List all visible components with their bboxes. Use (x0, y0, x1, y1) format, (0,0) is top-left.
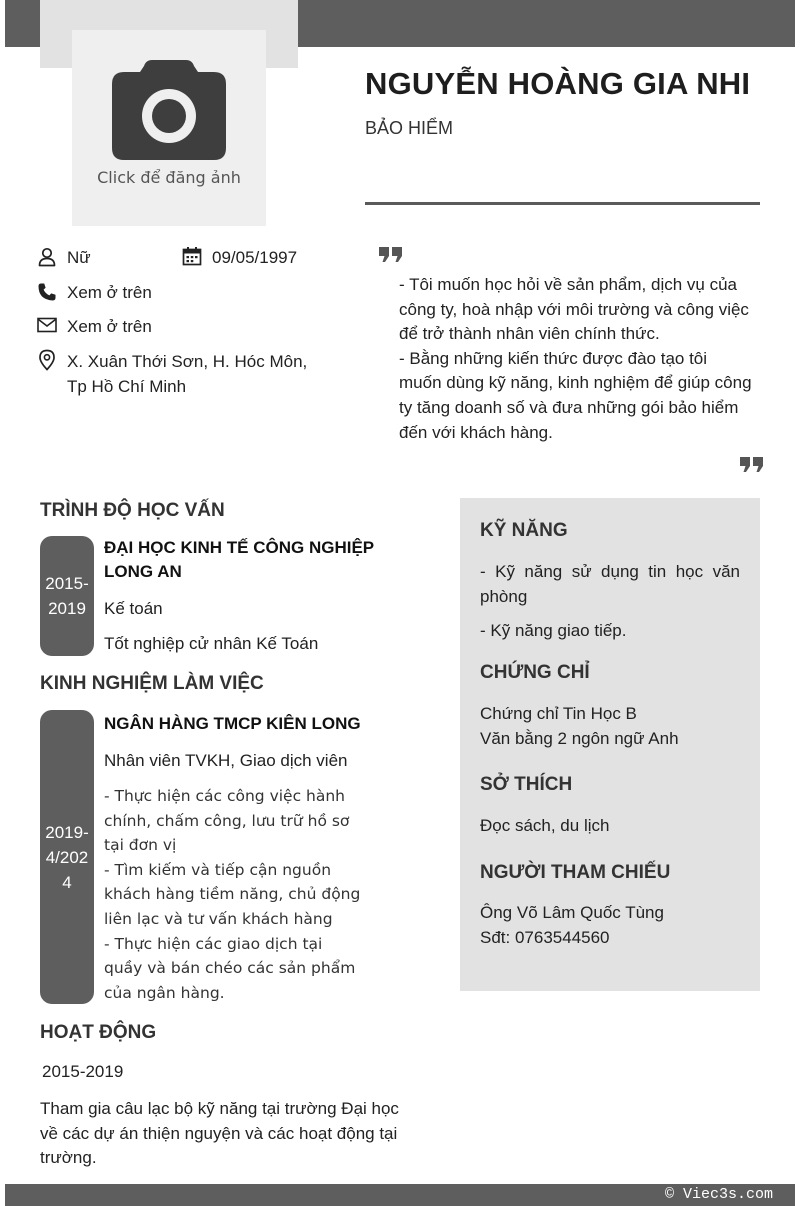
job-title: BẢO HIỂM (365, 118, 454, 138)
career-objective (399, 273, 754, 445)
education-period-text: 2015-2019 (45, 574, 89, 618)
user-icon (37, 247, 57, 267)
certificates-list (480, 702, 740, 751)
address-line-2: Tp Hồ Chí Minh (67, 377, 187, 396)
date-of-birth: 09/05/1997 (212, 248, 298, 267)
email-value: Xem ở trên (67, 317, 152, 336)
education-note: Tốt nghiệp cử nhân Kế Toán (104, 634, 319, 653)
certificates-title: CHỨNG CHỈ (480, 662, 590, 683)
address (67, 349, 307, 399)
education-period (40, 536, 94, 656)
activities-title: HOẠT ĐỘNG (40, 1022, 157, 1043)
reference-name: Ông Võ Lâm Quốc Tùng (480, 903, 664, 922)
objective-paragraph: - Bằng những kiến thức được đào tạo tôi muốn dùng kỹ năng, kinh nghiệm để giúp công ty tăng doanh số và đưa những gói bảo hiểm đến với khách hàng. (399, 348, 752, 442)
avatar-upload[interactable] (72, 30, 266, 226)
phone-value: Xem ở trên (67, 283, 152, 302)
education-major: Kế toán (104, 599, 163, 618)
experience-period-text: 2019-4/2024 (45, 822, 89, 892)
divider (365, 202, 760, 205)
duty-item: - Tìm kiếm và tiếp cận nguồn khách hàng tiềm năng, chủ động liên lạc và tư vấn khách hàng (104, 860, 361, 928)
camera-icon (110, 58, 228, 162)
gender: Nữ (67, 248, 91, 267)
full-name: NGUYỄN HOÀNG GIA NHI (365, 66, 751, 101)
mail-icon (37, 317, 57, 333)
reference-phone: Sđt: 0763544560 (480, 927, 610, 947)
activities-description: Tham gia câu lạc bộ kỹ năng tại trường Đại học về các dự án thiện nguyện và các hoạt động tại trường. (40, 1099, 399, 1168)
education-title: TRÌNH ĐỘ HỌC VẤN (40, 500, 225, 521)
duty-item: - Thực hiện các giao dịch tại quầy và bán chéo các sản phẩm của ngân hàng. (104, 934, 356, 1002)
experience-duties (104, 784, 362, 1005)
copyright: © Viec3s.com (664, 1186, 773, 1203)
quote-close-icon (740, 457, 764, 473)
certificate-item: Văn bằng 2 ngôn ngữ Anh (480, 728, 679, 748)
experience-company: NGÂN HÀNG TMCP KIÊN LONG (104, 714, 361, 733)
certificate-item: Chứng chỉ Tin Học B (480, 704, 637, 723)
education-school: ĐẠI HỌC KINH TẾ CÔNG NGHIỆP LONG AN (104, 538, 374, 581)
skills-list (480, 560, 740, 644)
experience-period (40, 710, 94, 1004)
experience-title: KINH NGHIỆM LÀM VIỆC (40, 673, 264, 694)
calendar-icon (182, 246, 202, 266)
references-title: NGƯỜI THAM CHIẾU (480, 862, 671, 883)
hobbies-text: Đọc sách, du lịch (480, 816, 610, 835)
skill-item: - Kỹ năng sử dụng tin học văn phòng (480, 562, 740, 606)
activities-period: 2015-2019 (42, 1062, 124, 1081)
skills-title: KỸ NĂNG (480, 520, 568, 541)
references-list (480, 901, 740, 950)
address-line-1: X. Xuân Thới Sơn, H. Hóc Môn, (67, 352, 308, 371)
skill-item: - Kỹ năng giao tiếp. (480, 621, 627, 641)
duty-item: - Thực hiện các công việc hành chính, chấm công, lưu trữ hồ sơ tại đơn vị (104, 787, 350, 855)
quote-open-icon (379, 247, 403, 263)
hobbies-title: SỞ THÍCH (480, 774, 573, 795)
phone-icon (37, 282, 57, 302)
photo-caption: Click để đăng ảnh (97, 168, 241, 187)
experience-role: Nhân viên TVKH, Giao dịch viên (104, 751, 348, 770)
location-pin-icon (38, 349, 56, 371)
bottom-bar (5, 1184, 795, 1206)
objective-paragraph: - Tôi muốn học hỏi về sản phẩm, dịch vụ của công ty, hoà nhập với môi trường và công việc để trở thành nhân viên chính thức. (399, 275, 749, 344)
side-panel (460, 498, 760, 991)
